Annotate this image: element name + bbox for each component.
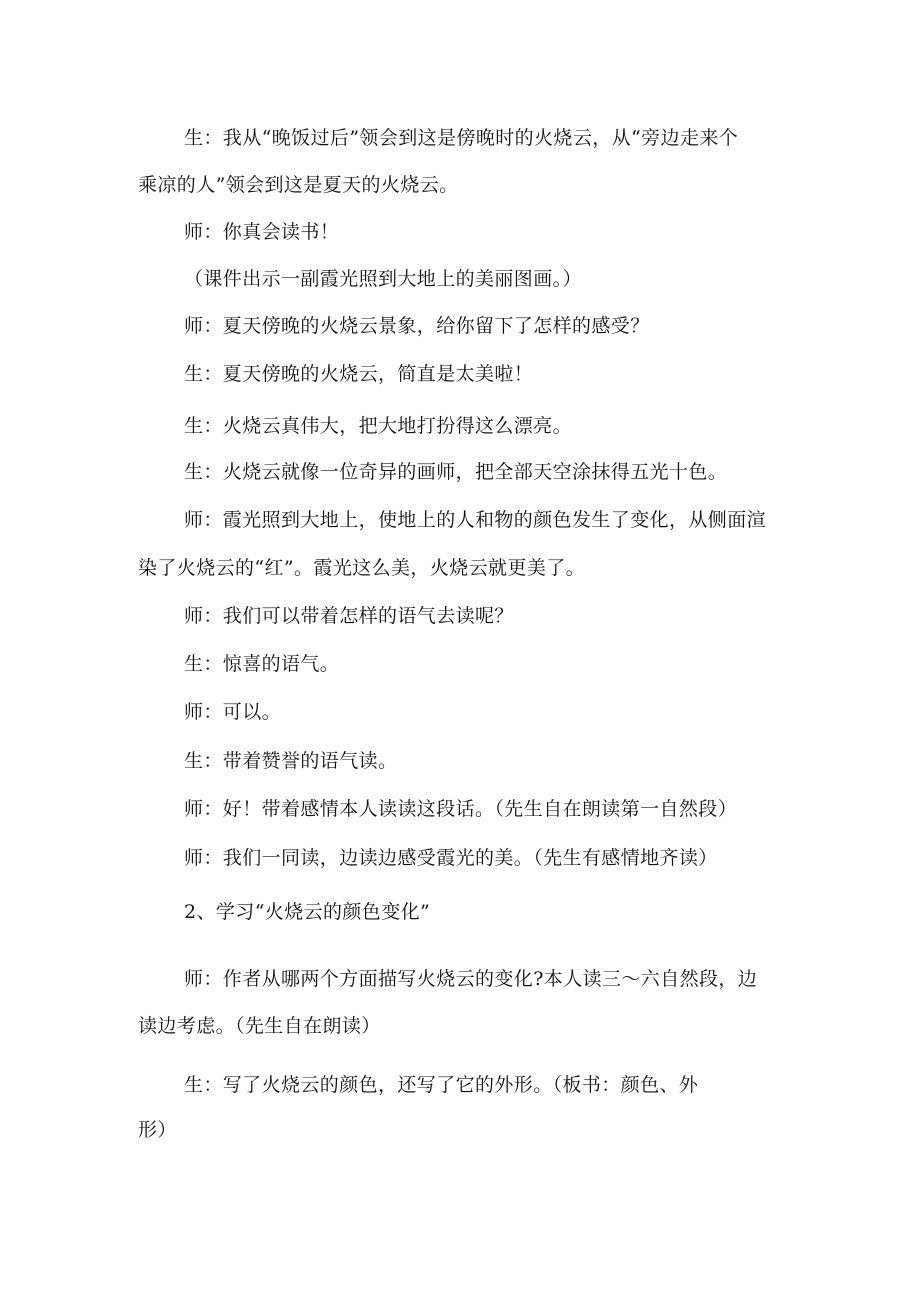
- paragraph-line: 师：我们一同读，边读边感受霞光的美。（先生有感情地齐读）: [184, 847, 718, 869]
- paragraph-line: 生：带着赞誉的语气读。: [184, 750, 398, 772]
- paragraph-line: 生：写了火烧云的颜色，还写了它的外形。（板书：颜色、外: [184, 1074, 699, 1096]
- paragraph-line: 生：我从“晚饭过后”领会到这是傍晚时的火烧云，从“旁边走来个: [184, 127, 739, 149]
- paragraph-line: 师：你真会读书！: [184, 221, 340, 243]
- paragraph-line: 师：霞光照到大地上，使地上的人和物的颜色发生了变化，从侧面渲: [184, 509, 767, 531]
- paragraph-line: 形）: [138, 1119, 177, 1141]
- paragraph-line: 染了火烧云的“红”。霞光这么美，火烧云就更美了。: [138, 557, 586, 579]
- paragraph-line: （课件出示一副霞光照到大地上的美丽图画。）: [184, 268, 582, 290]
- paragraph-line: 生：夏天傍晚的火烧云，简直是太美啦！: [184, 363, 534, 385]
- paragraph-line: 师：夏天傍晚的火烧云景象，给你留下了怎样的感受？: [184, 315, 650, 337]
- paragraph-line: 乘凉的人”领会到这是夏天的火烧云。: [138, 174, 459, 196]
- paragraph-line: 师：我们可以带着怎样的语气去读呢？: [184, 605, 514, 627]
- paragraph-line: 师：可以。: [184, 701, 282, 723]
- section-heading: 2、学习“火烧云的颜色变化”: [184, 901, 431, 923]
- paragraph-line: 生：惊喜的语气。: [184, 653, 340, 675]
- paragraph-line: 生：火烧云真伟大，把大地打扮得这么漂亮。: [184, 415, 573, 437]
- paragraph-line: 读边考虑。（先生自在朗读）: [138, 1015, 381, 1037]
- paragraph-line: 师：好！带着感情本人读读这段话。（先生自在朗读第一自然段）: [184, 798, 738, 820]
- paragraph-line: 生：火烧云就像一位奇异的画师，把全部天空涂抹得五光十色。: [184, 461, 728, 483]
- paragraph-line: 师：作者从哪两个方面描写火烧云的变化?本人读三～六自然段，边: [184, 968, 758, 990]
